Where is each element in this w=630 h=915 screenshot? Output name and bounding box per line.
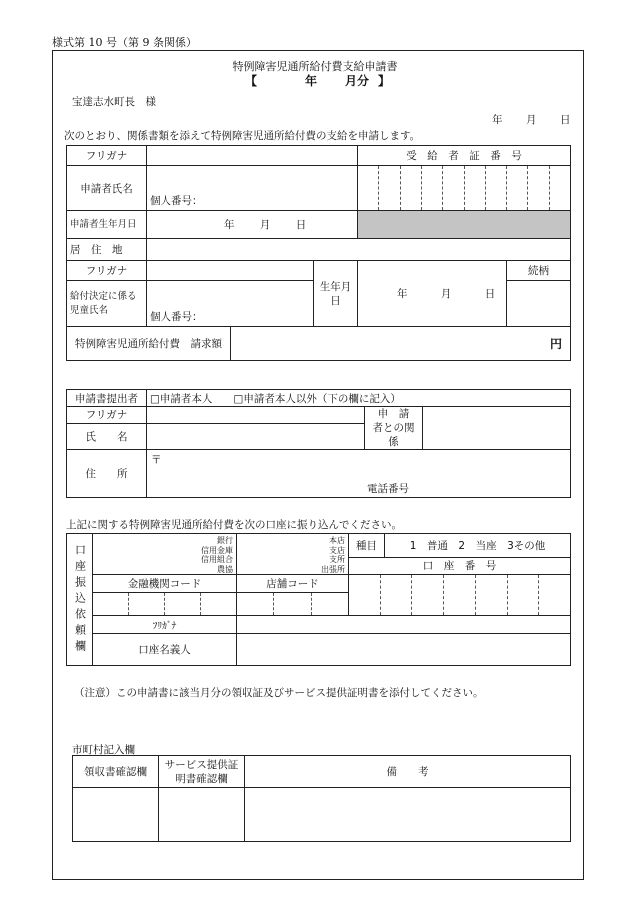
holder-label: 口座名義人 xyxy=(93,634,237,666)
postal-mark: 〒 xyxy=(151,454,162,466)
submitter-name-label: 氏 名 xyxy=(67,424,147,450)
submitter-table xyxy=(66,389,571,498)
holder-input[interactable] xyxy=(237,634,571,666)
inst-type-nokyo: 農協 xyxy=(217,564,233,574)
branch-type-shiten: 支店 xyxy=(329,545,345,555)
bank-side-label xyxy=(67,534,93,666)
address-input[interactable] xyxy=(147,239,571,261)
holder-furigana-label: ﾌﾘｶﾞﾅ xyxy=(93,616,237,634)
account-number-input[interactable] xyxy=(349,575,571,616)
applicant-name-input[interactable] xyxy=(147,166,358,211)
holder-furigana-input[interactable] xyxy=(237,616,571,634)
child-dob-label: 生年月日 xyxy=(314,261,358,327)
inst-code-label: 金融機関コード xyxy=(93,575,237,593)
submitter-furigana-input[interactable] xyxy=(147,407,365,424)
claim-label: 特例障害児通所給付費 請求額 xyxy=(67,327,231,361)
child-furigana-label: フリガナ xyxy=(67,261,147,281)
claim-input[interactable] xyxy=(231,327,571,361)
inst-type-shinkin: 信用金庫 xyxy=(201,545,233,555)
form-title: 特例障害児通所給付費支給申請書 xyxy=(232,60,398,73)
branch-code-label: 店舗コード xyxy=(237,575,349,593)
period-open: 【 xyxy=(245,74,258,88)
applicant-name-label: 申請者氏名 xyxy=(67,166,147,211)
receipt-confirm-label: 領収書確認欄 xyxy=(73,756,159,788)
applicant-dob-input[interactable] xyxy=(147,211,358,239)
period-close: 】 xyxy=(378,74,391,88)
submitter-furigana-label: フリガナ xyxy=(67,407,147,424)
remarks-label: 備 考 xyxy=(245,756,571,788)
submitter-address-input[interactable] xyxy=(147,450,571,498)
branch-type-honten: 本店 xyxy=(329,536,345,545)
remarks-input[interactable] xyxy=(245,788,571,842)
date-month: 月 xyxy=(526,114,537,126)
municipal-title: 市町村記入欄 xyxy=(72,744,135,756)
form-number: 様式第 10 号（第 9 条関係） xyxy=(52,36,197,49)
relation-label: 続柄 xyxy=(507,261,571,281)
applicant-furigana-input[interactable] xyxy=(147,146,358,166)
addressee: 宝達志水町長 様 xyxy=(72,96,156,108)
recipient-cert-label: 受 給 者 証 番 号 xyxy=(358,146,571,166)
gray-block xyxy=(358,211,571,239)
submitter-relation-input[interactable] xyxy=(423,407,571,450)
municipal-table xyxy=(72,755,571,842)
phone-label: 電話番号 xyxy=(367,483,409,495)
recipient-cert-input[interactable] xyxy=(358,166,571,211)
child-furigana-input[interactable] xyxy=(147,261,314,281)
period-month: 月分 xyxy=(345,74,370,88)
branch-type-shisho: 支所 xyxy=(329,555,345,564)
bank-table xyxy=(66,533,571,666)
bank-inst-types[interactable] xyxy=(93,534,237,575)
submitter-label: 申請書提出者 xyxy=(67,390,147,407)
child-name-input[interactable] xyxy=(147,281,314,327)
account-number-label: 口 座 番 号 xyxy=(349,557,571,574)
submitter-options[interactable]: □申請者本人 □申請者本人以外（下の欄に記入） xyxy=(147,390,571,407)
yen-unit: 円 xyxy=(550,337,563,351)
inst-type-shinkumi: 信用組合 xyxy=(201,555,233,564)
child-dob-input[interactable] xyxy=(358,261,507,327)
date-day: 日 xyxy=(560,114,571,126)
kind-options[interactable]: 1 普通 2 当座 3その他 xyxy=(385,534,571,558)
dob-year-label: 年 xyxy=(224,219,235,231)
branch-code-input[interactable] xyxy=(237,593,349,616)
service-confirm-label: サービス提供証明書確認欄 xyxy=(159,756,245,788)
dob-month-label: 月 xyxy=(259,219,271,231)
child-name-label: 給付決定に係る児童氏名 xyxy=(67,281,147,327)
service-confirm-input[interactable] xyxy=(159,788,245,842)
receipt-confirm-input[interactable] xyxy=(73,788,159,842)
branch-type-shuchojo: 出張所 xyxy=(321,564,345,574)
submitter-relation-label: 申 請 者との関係 xyxy=(365,407,423,450)
submitter-address-label: 住 所 xyxy=(67,450,147,498)
relation-input[interactable] xyxy=(507,281,571,327)
period-year: 年 xyxy=(305,74,318,88)
date-year: 年 xyxy=(492,114,503,126)
dob-day-label: 日 xyxy=(295,219,307,231)
child-dob-month: 月 xyxy=(440,288,452,300)
applicant-furigana-label: フリガナ xyxy=(67,146,147,166)
child-my-number-label: 個人番号： xyxy=(150,311,203,323)
submitter-name-input[interactable] xyxy=(147,424,365,450)
attachment-note: （注意）この申請書に該当月分の領収証及びサービス提供証明書を添付してください。 xyxy=(74,687,484,699)
child-dob-year: 年 xyxy=(397,288,408,300)
bank-intro: 上記に関する特例障害児通所給付費を次の口座に振り込んでください。 xyxy=(66,519,402,531)
inst-type-bank: 銀行 xyxy=(217,536,233,545)
inst-code-input[interactable] xyxy=(93,593,237,616)
applicant-my-number-label: 個人番号： xyxy=(150,195,203,207)
applicant-table xyxy=(66,145,571,361)
applicant-dob-label: 申請者生年月日 xyxy=(67,211,147,239)
intro-text: 次のとおり、関係書類を添えて特例障害児通所給付費の支給を申請します。 xyxy=(64,130,421,142)
address-label: 居 住 地 xyxy=(67,239,147,261)
kind-label: 種目 xyxy=(349,534,385,558)
bank-side-text: 口座振込依頼欄 xyxy=(73,543,87,656)
bank-branch-types[interactable] xyxy=(237,534,349,575)
child-dob-day: 日 xyxy=(484,288,496,300)
